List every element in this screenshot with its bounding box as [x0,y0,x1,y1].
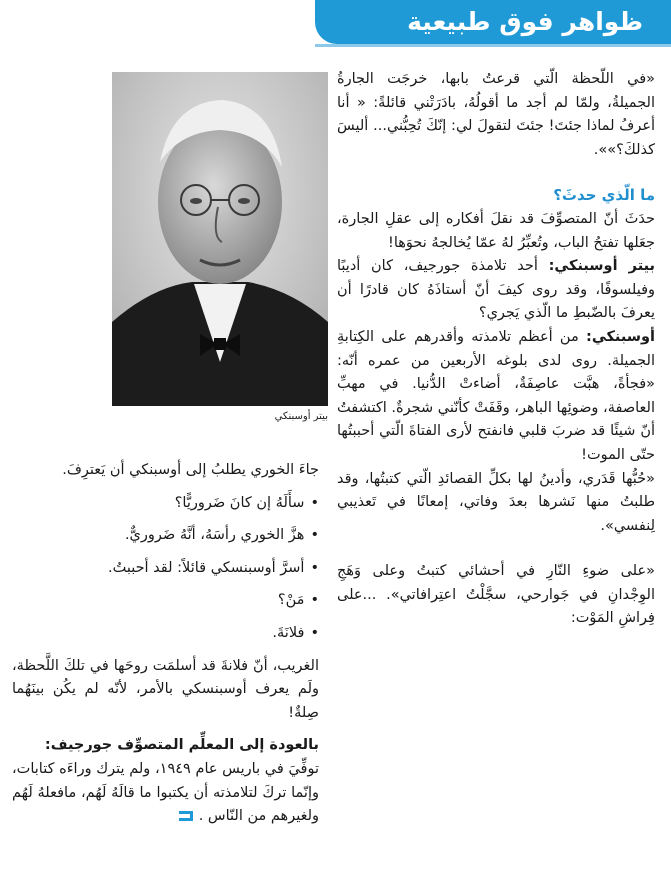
bullet-icon: • [310,592,319,609]
portrait-illustration [112,72,328,406]
return-heading: بالعودة إلى المعلِّم المتصوِّف جورجيف: [44,737,319,754]
list-item: • فلانَةَ. [12,622,319,646]
list-item: • هزَّ الخوري رأسَهُ، أنَّهُ ضَروريٌّ. [12,524,319,548]
page-title: ظواهر فوق طبيعية [407,7,643,36]
left-column [12,459,319,829]
confession-quote: «على ضوءِ النّارِ في أحشائي كتبتُ وعلى وَهَجِ الوِجْدانِ في جَوارحي، سجَّلْتُ اعتِرافاتي». ...على فِراشِ المَوْت: [337,563,655,627]
strange-paragraph: الغريب، أنّ فلانةَ قد أسلمَت روحَها في تلكَ اللَّحظة، ولَم يعرف أوسبنسكي بالأمر، لأنّه لم يكُن بينَهُما صِلةٌ! [12,657,319,721]
what-happened-paragraph: حدَثَ أنّ المتصوِّفَ قد نقلَ أفكاره إلى عقلِ الجارة، جعَلها تفتحُ الباب، وتُعبِّرُ لهُ عمّا يُخالجهُ نحوَها! [337,210,655,251]
ouspensky-lead: أوسبنكي: [586,328,655,345]
peter-paragraph [337,255,655,326]
list-item: • مَنْ؟ [12,589,319,613]
bullet-icon: • [310,494,319,511]
list-item: • سأَلَهُ إن كانَ ضَروريًّا؟ [12,492,319,516]
peter-lead: بيتر أوسبنكي: [548,258,655,275]
photo-caption: بيتر أوسبنكي [274,411,328,422]
list-item: • أسرَّ أوسبنسكي قائلاً: لقد أحببتُ. [12,557,319,581]
ouspensky-text: من أعظم تلامذته وأقدرهم على الكِتابةِ الجميلة. روى لدى بلوغه الأربعين من عمره أنّه: «فجأةً، هبَّت عاصِفَةٌ، أضاءتْ الدُّنيا. في مهبِّ العاصفة، وضوئِها الباهر، وقَفَتْ كأنّني شجرةٌ. اكتشفتُ أنّ شيئًا قد ضربَ قلبي فانفتح لأرى الفتاةَ الّتي أحببتُها حتّى الموت! [337,328,655,463]
bullet-icon: • [310,527,319,544]
confession-intro: جاءَ الخوري يطلبُ إلى أوسبنكي أن يَعترِفَ. [62,462,319,478]
bullet-icon: • [310,624,319,641]
final-paragraph: توفِّيَ في باريس عام ١٩٤٩، ولم يترك وراءَه كتابات، وإنّما تركَ لتلامذته أن يكتبوا ما قالَهُ لَهُم، مافعلهُ لَهُم ولغيرهم من النّاس . [12,760,319,825]
portrait-photo [112,72,328,406]
banner-underline [315,44,671,47]
section-heading: ما الّذي حدثَ؟ [553,186,655,205]
ouspensky-paragraph [337,326,655,468]
bullet-icon: • [310,559,319,576]
right-column [337,68,655,631]
end-mark-icon [179,811,193,821]
peter-text: أحد تلامذة جورجيف، كان أديبًا وفيلسوفًا، وقد روى كيفَ أنّ أستاذَهُ كان قادرًا أن يعرفَ بالضّبطِ ما الّذي يَجري؟ [337,258,655,322]
love-quote: «حُبُّها قَدَري، وأدينُ لها بكلِّ القصائدِ الّتي كتبتُها، وقد طلبتُ منها نَشرها بعدَ وفاتي، إمعانًا في تَعذيبي لِنفسي». [337,470,655,534]
opening-quote: «في اللّحظة الّتي قرعتُ بابها، خرجَت الجارةُ الجميلةُ، ولمّا لم أجد ما أقولُهُ، بادَرَتْني قائلةً: « أنا أعرفُ لماذا جئتَ! جئتَ لتقولَ لي: إنّكَ تُحِبُّني... أليسَ كذلكَ؟»». [337,71,655,158]
